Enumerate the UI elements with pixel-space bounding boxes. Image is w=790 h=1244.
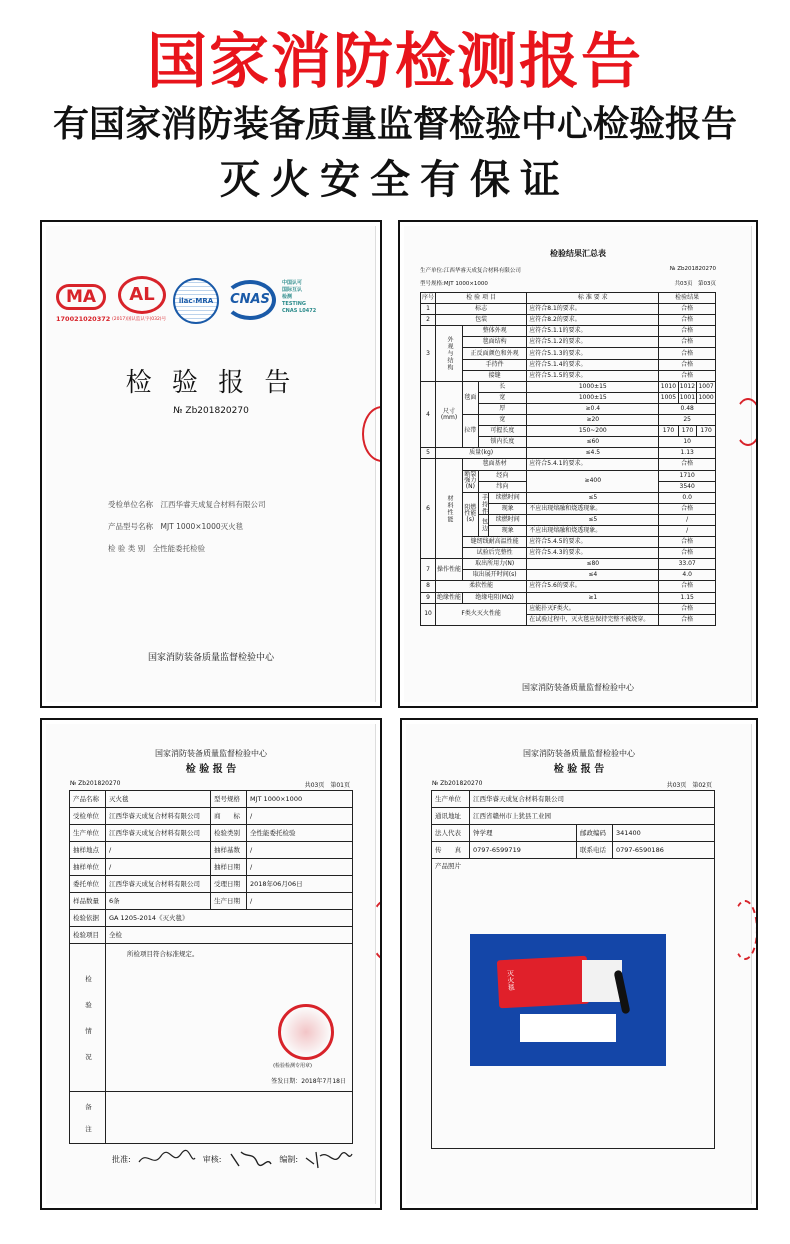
standard: 150~200 — [527, 426, 659, 437]
cma-cert: (2017)国认监认字(032)号 — [112, 317, 167, 322]
group-label: 断裂强力(N) — [463, 470, 479, 492]
result: 170 — [678, 426, 697, 437]
standard: 应符合5.4.1的要求。 — [527, 459, 659, 470]
result: 合格 — [659, 304, 716, 315]
report-page-1 — [40, 718, 382, 1210]
item-name: 柔软性能 — [436, 581, 527, 592]
standard: 在试验过程中，灭火毯应保持完整不被烧穿。 — [527, 614, 659, 625]
result: 合格 — [659, 537, 716, 548]
summary-footer: 国家消防装备质量监督检验中心 — [522, 683, 634, 692]
cma-number: 170021020372 — [56, 315, 111, 323]
cell-value: 江西省赣州市上犹县工业园 — [470, 808, 715, 825]
cnas-logo: CNAS — [224, 280, 276, 320]
conclusion-cell — [106, 944, 353, 1092]
header-std: 标 准 要 求 — [527, 293, 659, 304]
standard: ≤4.5 — [527, 448, 659, 459]
report-org: 国家消防装备质量监督检验中心 — [155, 749, 267, 758]
table-row — [421, 492, 716, 503]
approve-label: 批准: — [112, 1154, 131, 1164]
table-row — [421, 581, 716, 592]
cell-value: 0797-6599719 — [470, 842, 577, 859]
cell-label: 抽样单位 — [70, 859, 106, 876]
signature-row — [112, 1148, 372, 1170]
photo-label: 产品照片 — [435, 862, 461, 870]
pouch-label: 灭火毯 — [506, 969, 516, 991]
cell-label: 检验依据 — [70, 910, 106, 927]
standard: 应符合5.1.1的要求。 — [527, 326, 659, 337]
field-value: 全性能委托检验 — [152, 544, 206, 553]
item-name: 绝缘电阻(MΩ) — [463, 592, 527, 603]
standard: 应符合5.1.5的要求。 — [527, 370, 659, 381]
cell-value: 全检 — [106, 927, 353, 944]
field-row — [108, 538, 266, 560]
table-row — [421, 315, 716, 326]
cell-value: / — [247, 859, 353, 876]
cover-number — [42, 406, 380, 416]
table-row — [421, 470, 716, 481]
cell-label: 产品名称 — [70, 791, 106, 808]
cell-value: 钟学理 — [470, 825, 577, 842]
result: 1007 — [697, 381, 716, 392]
table-row — [432, 791, 715, 808]
result: 3540 — [659, 481, 716, 492]
item-name: 整体外观 — [463, 326, 527, 337]
standard: 应符合5.1.4的要求。 — [527, 359, 659, 370]
cal-logo: AL — [118, 276, 166, 314]
cnas-text-line: 检测 — [282, 294, 293, 300]
table-row — [421, 348, 716, 359]
result: 170 — [697, 426, 716, 437]
cell-label: 受检单位 — [70, 808, 106, 825]
cell-label: 检验类别 — [211, 825, 247, 842]
field-label: 产品型号名称 — [108, 522, 153, 531]
report-title: 检 验 报 告 — [553, 764, 605, 775]
table-row — [70, 791, 353, 808]
standard: 应符合5.1.3的要求。 — [527, 348, 659, 359]
standard: 应符合5.6的要求。 — [527, 581, 659, 592]
result: 33.07 — [659, 559, 716, 570]
result: / — [659, 514, 716, 525]
report-org: 国家消防装备质量监督检验中心 — [523, 749, 635, 758]
report-title: 检 验 报 告 — [185, 764, 237, 775]
item-name: 包装 — [436, 315, 527, 326]
label-char: 注 — [85, 1124, 92, 1133]
seq: 3 — [421, 326, 436, 381]
item-name: 经向 — [478, 470, 527, 481]
table-row — [421, 381, 716, 392]
header-seq: 序号 — [421, 293, 436, 304]
result: 合格 — [659, 603, 716, 614]
report-number: № Zb201820270 — [70, 780, 121, 787]
standard: ≤5 — [527, 514, 659, 525]
item-name: 现象 — [489, 525, 527, 536]
fire-blanket-pouch — [497, 956, 589, 1009]
number-label: № — [173, 406, 183, 416]
table-row — [432, 808, 715, 825]
item-name: 宽 — [478, 392, 527, 403]
seq: 8 — [421, 581, 436, 592]
standard: ≤80 — [527, 559, 659, 570]
table-row — [421, 570, 716, 581]
table-row — [70, 927, 353, 944]
table-row — [421, 548, 716, 559]
seq: 6 — [421, 459, 436, 559]
standard: 1000±15 — [527, 381, 659, 392]
table-row — [70, 910, 353, 927]
report-info-table — [69, 790, 353, 1144]
result: 1001 — [678, 392, 697, 403]
result: 合格 — [659, 348, 716, 359]
seq: 10 — [421, 603, 436, 625]
remark-label — [70, 1092, 106, 1144]
standard: 应符合5.4.5的要求。 — [527, 537, 659, 548]
group-label: 拉带 — [463, 415, 479, 448]
label-char: 况 — [85, 1052, 92, 1061]
table-row — [421, 603, 716, 614]
seq: 4 — [421, 381, 436, 448]
summary-model: 型号规格:MJT 1000×1000 — [420, 281, 488, 287]
field-value: 江西华睿天成复合材料有限公司 — [160, 500, 266, 509]
result: 0.0 — [659, 492, 716, 503]
group-label: 外观与结构 — [436, 326, 463, 381]
issue-date: 签发日期：2018年7月18日 — [271, 1078, 346, 1085]
table-row — [421, 326, 716, 337]
cell-value: 江西华睿天成复合材料有限公司 — [106, 876, 211, 893]
cell-value: / — [106, 842, 211, 859]
cnas-text-line: 中国认可 — [282, 280, 303, 286]
summary-title: 检验结果汇总表 — [550, 249, 606, 258]
table-row — [421, 359, 716, 370]
conclusion-label — [70, 944, 106, 1092]
cell-value: 江西华睿天成复合材料有限公司 — [470, 791, 715, 808]
table-row — [421, 537, 716, 548]
cell-label: 抽样基数 — [211, 842, 247, 859]
report-pages: 共03页 第01页 — [304, 782, 350, 789]
table-row — [432, 825, 715, 842]
cell-value: 灭火毯 — [106, 791, 211, 808]
cell-value: 341400 — [613, 825, 715, 842]
standard: ≥1 — [527, 592, 659, 603]
cell-label: 商 标 — [211, 808, 247, 825]
report-pages: 共03页 第02页 — [666, 782, 712, 789]
cell-label: 生产单位 — [70, 825, 106, 842]
table-row — [421, 337, 716, 348]
cell-value: 全性能委托检验 — [247, 825, 353, 842]
summary-producer: 生产单位:江西华睿天成复合材料有限公司 — [420, 268, 521, 274]
group-label: 操作性能 — [436, 559, 463, 581]
result: 合格 — [659, 315, 716, 326]
cell-value: GA 1205-2014《灭火毯》 — [106, 910, 353, 927]
cell-value: 2018年06月06日 — [247, 876, 353, 893]
summary-table — [420, 292, 716, 626]
cell-label: 邮政编码 — [577, 825, 613, 842]
red-stamp — [732, 900, 758, 960]
standard: 1000±15 — [527, 392, 659, 403]
result: / — [659, 525, 716, 536]
report-cover-page — [40, 220, 382, 708]
report-number: № Zb201820270 — [432, 780, 483, 787]
result: 10 — [659, 437, 716, 448]
item-name: 可握长度 — [478, 426, 527, 437]
field-row — [108, 494, 266, 516]
subtitle: 有国家消防装备质量监督检验中心检验报告 — [52, 104, 737, 145]
cell-value: / — [247, 842, 353, 859]
standard: 不应出现熔融和烧透现象。 — [527, 525, 659, 536]
item-name: 取出所用力(N) — [463, 559, 527, 570]
result: 合格 — [659, 459, 716, 470]
item-name: 厚 — [478, 403, 527, 414]
header-result: 检验结果 — [659, 293, 716, 304]
summary-number: № Zb201820270 — [669, 266, 716, 272]
compile-label: 编制: — [279, 1154, 299, 1164]
item-name: 续燃时间 — [489, 514, 527, 525]
cover-footer: 国家消防装备质量监督检验中心 — [147, 653, 274, 663]
cell-value: / — [106, 859, 211, 876]
seq: 1 — [421, 304, 436, 315]
result: 合格 — [659, 359, 716, 370]
item-name: 续燃时间 — [489, 492, 527, 503]
cma-logo: MA — [56, 284, 106, 310]
table-row — [70, 893, 353, 910]
group-label: 绝缘性能 — [436, 592, 463, 603]
cell-value: 江西华睿天成复合材料有限公司 — [106, 825, 211, 842]
ilac-logo: ilac-MRA — [173, 278, 219, 324]
cell-label: 生产日期 — [211, 893, 247, 910]
group-label: 手持件 — [478, 492, 489, 514]
table-row — [421, 293, 716, 304]
table-row — [421, 559, 716, 570]
summary-results-page — [398, 220, 758, 708]
table-row — [421, 448, 716, 459]
item-name: 正反面颜色和外观 — [463, 348, 527, 359]
cell-label: 型号规格 — [211, 791, 247, 808]
item-name: 纬向 — [478, 481, 527, 492]
cell-label: 受理日期 — [211, 876, 247, 893]
item-name: 缝纫线耐高温性能 — [463, 537, 527, 548]
seq: 7 — [421, 559, 436, 581]
item-name: 接缝 — [463, 370, 527, 381]
label-char: 备 — [85, 1102, 92, 1111]
item-name: 现象 — [489, 503, 527, 514]
result: 合格 — [659, 326, 716, 337]
red-stamp — [734, 398, 758, 446]
report-page-2 — [400, 718, 758, 1210]
standard: ≥400 — [527, 470, 659, 492]
cnas-text-line: 国际互认 — [282, 287, 303, 293]
field-value: MJT 1000×1000灭火毯 — [160, 522, 244, 531]
cell-label: 通讯地址 — [432, 808, 470, 825]
cell-label: 委托单位 — [70, 876, 106, 893]
field-label: 检 验 类 别 — [108, 544, 146, 553]
table-row — [70, 808, 353, 825]
group-label: 材料性能 — [436, 459, 463, 559]
cell-label: 抽样地点 — [70, 842, 106, 859]
main-title: 国家消防检测报告 — [147, 27, 643, 97]
result: 170 — [659, 426, 678, 437]
standard: 不应出现熔融和烧透现象。 — [527, 503, 659, 514]
result: 1000 — [697, 392, 716, 403]
standard: 应符合5.1.2的要求。 — [527, 337, 659, 348]
result: 合格 — [659, 503, 716, 514]
table-row — [421, 370, 716, 381]
conclusion-row — [70, 944, 353, 1092]
cell-value: 0797-6590186 — [613, 842, 715, 859]
table-row — [70, 859, 353, 876]
group-label: 包边 — [478, 514, 489, 536]
result: 4.0 — [659, 570, 716, 581]
result: 1005 — [659, 392, 678, 403]
item-name: 毯面基材 — [463, 459, 527, 470]
cnas-text-line: CNAS L0472 — [282, 308, 317, 314]
result: 合格 — [659, 337, 716, 348]
seq: 5 — [421, 448, 436, 459]
cnas-text — [282, 280, 316, 315]
table-row — [421, 304, 716, 315]
group-label: F类火灭火性能 — [436, 603, 527, 625]
tagline: 灭火安全有保证 — [220, 157, 570, 203]
product-photo — [470, 934, 666, 1066]
reviewer-signature — [227, 1148, 273, 1170]
cell-value: 6条 — [106, 893, 211, 910]
cell-label: 生产单位 — [432, 791, 470, 808]
cell-label: 抽样日期 — [211, 859, 247, 876]
item-name: 取出展开时间(s) — [463, 570, 527, 581]
group-label: 毯面 — [463, 381, 479, 414]
result: 合格 — [659, 548, 716, 559]
label-char: 验 — [85, 1000, 92, 1009]
table-row — [421, 592, 716, 603]
standard: ≥0.4 — [527, 403, 659, 414]
result: 1.15 — [659, 592, 716, 603]
result: 0.48 — [659, 403, 716, 414]
cnas-text-line: TESTING — [282, 301, 306, 307]
cell-label: 样品数量 — [70, 893, 106, 910]
cell-label: 联系电话 — [577, 842, 613, 859]
item-name: 试验后完整性 — [463, 548, 527, 559]
group-label: 阻燃性能(s) — [463, 492, 479, 536]
cell-value: MJT 1000×1000 — [247, 791, 353, 808]
cover-fields — [108, 494, 266, 560]
table-row — [70, 876, 353, 893]
standard: 应能扑灭F类火。 — [527, 603, 659, 614]
cover-title: 检 验 报 告 — [125, 368, 297, 398]
result: 1710 — [659, 470, 716, 481]
sample-tag — [520, 1014, 616, 1042]
conclusion-text: 所检项目符合标准规定。 — [127, 950, 199, 958]
summary-pages: 共03页 第03页 — [674, 281, 716, 287]
label-char: 检 — [85, 974, 92, 983]
result: 25 — [659, 415, 716, 426]
cell-value: 江西华睿天成复合材料有限公司 — [106, 808, 211, 825]
table-row — [432, 842, 715, 859]
item-name: 长 — [478, 381, 527, 392]
number-value: Zb201820270 — [185, 406, 249, 416]
standard: ≤60 — [527, 437, 659, 448]
table-row — [421, 415, 716, 426]
standard: 应符合8.1的要求。 — [527, 304, 659, 315]
approver-signature — [137, 1148, 197, 1170]
result: 合格 — [659, 581, 716, 592]
cell-label: 法人代表 — [432, 825, 470, 842]
item-name: 质量(kg) — [436, 448, 527, 459]
result: 1.13 — [659, 448, 716, 459]
result: 1012 — [678, 381, 697, 392]
label-char: 情 — [85, 1026, 92, 1035]
cell-value: / — [247, 808, 353, 825]
item-name: 手持件 — [463, 359, 527, 370]
standard: 应符合5.4.3的要求。 — [527, 548, 659, 559]
table-row — [70, 825, 353, 842]
result: 1010 — [659, 381, 678, 392]
field-row — [108, 516, 266, 538]
table-row — [70, 842, 353, 859]
remark-row — [70, 1092, 353, 1144]
header-item: 检 验 项 目 — [436, 293, 527, 304]
result: 合格 — [659, 370, 716, 381]
item-name: 标志 — [436, 304, 527, 315]
field-label: 受检单位名称 — [108, 500, 153, 509]
compiler-signature — [304, 1148, 354, 1170]
cell-label: 传 真 — [432, 842, 470, 859]
result: 合格 — [659, 614, 716, 625]
standard: ≥20 — [527, 415, 659, 426]
remark-cell — [106, 1092, 353, 1144]
item-name: 宽 — [478, 415, 527, 426]
item-name: 毯面结构 — [463, 337, 527, 348]
stamp-note: (检验检测专用章) — [273, 1063, 312, 1069]
item-name: 锁内长度 — [478, 437, 527, 448]
table-row — [421, 459, 716, 470]
standard: 应符合8.2的要求。 — [527, 315, 659, 326]
group-label: 尺寸(mm) — [436, 381, 463, 448]
standard: ≤5 — [527, 492, 659, 503]
standard: ≤4 — [527, 570, 659, 581]
cell-value: / — [247, 893, 353, 910]
seq: 2 — [421, 315, 436, 326]
review-label: 审核: — [202, 1154, 222, 1164]
seq: 9 — [421, 592, 436, 603]
cell-label: 检验项目 — [70, 927, 106, 944]
